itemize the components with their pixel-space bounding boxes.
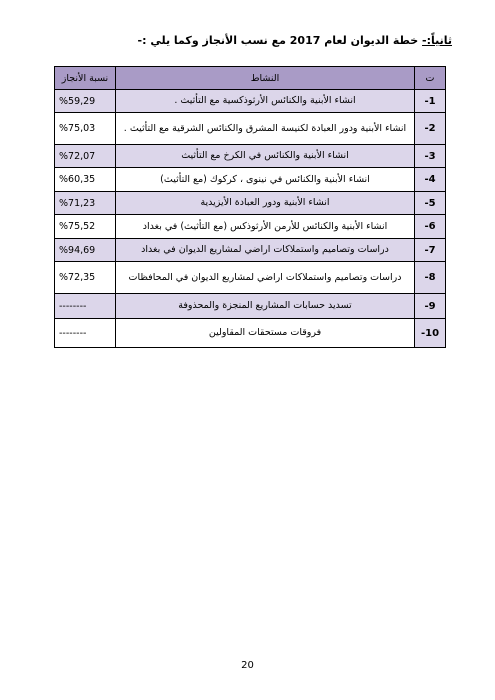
table-row: [55, 215, 446, 239]
row-percent: %60,35: [55, 168, 116, 192]
row-percent: %59,29: [55, 90, 116, 113]
row-activity: دراسات وتصاميم واستملاكات اراضي لمشاريع الديوان في بغداد: [116, 239, 415, 262]
table-row: [55, 168, 446, 192]
table-row: [55, 90, 446, 113]
table-row: [55, 113, 446, 145]
row-activity: انشاء الأبنية ودور العبادة الأيزيدية: [116, 192, 415, 215]
row-number: 10-: [415, 319, 446, 348]
row-percent: %71,23: [55, 192, 116, 215]
section-heading-label: ثانياً:-: [422, 34, 452, 47]
table-row: [55, 192, 446, 215]
row-number: 7-: [415, 239, 446, 262]
row-number: 1-: [415, 90, 446, 113]
row-percent: %94,69: [55, 239, 116, 262]
row-number: 6-: [415, 215, 446, 239]
row-activity: فروقات مستحقات المقاولين: [116, 319, 415, 348]
row-percent: %72,35: [55, 262, 116, 294]
row-number: 4-: [415, 168, 446, 192]
section-heading-text: خطة الديوان لعام 2017 مع نسب الأنجاز وكما يلي :-: [137, 34, 419, 47]
table-row: [55, 145, 446, 168]
header-activity: النشاط: [116, 67, 415, 90]
row-activity: انشاء الأبنية ودور العبادة لكنيسة المشرق والكنائس الشرقية مع التأثيث .: [116, 113, 415, 145]
table-header-row: [55, 67, 446, 90]
row-number: 9-: [415, 294, 446, 319]
header-number: ت: [415, 67, 446, 90]
row-percent: %75,03: [55, 113, 116, 145]
table-row: [55, 319, 446, 348]
plan-table: [54, 66, 446, 348]
row-percent: %72,07: [55, 145, 116, 168]
page-number: 20: [241, 660, 254, 671]
row-percent: %75,52: [55, 215, 116, 239]
row-percent: --------: [55, 319, 116, 348]
table-row: [55, 262, 446, 294]
row-number: 8-: [415, 262, 446, 294]
row-percent: --------: [55, 294, 116, 319]
row-activity: انشاء الأبنية والكنائس في نينوى ، كركوك (مع التأثيث): [116, 168, 415, 192]
header-percent: نسبة الأنجاز: [55, 67, 116, 90]
section-heading: [32, 34, 452, 47]
row-activity: انشاء الأبنية والكنائس الأرثوذكسية مع التأثيث .: [116, 90, 415, 113]
table-row: [55, 294, 446, 319]
row-activity: دراسات وتصاميم واستملاكات اراضي لمشاريع الديوان في المحافظات: [116, 262, 415, 294]
row-number: 5-: [415, 192, 446, 215]
row-activity: انشاء الأبنية والكنائس في الكرخ مع التأثيث: [116, 145, 415, 168]
row-activity: انشاء الأبنية والكنائس للأرمن الأرثوذكس (مع التأثيث) في بغداد: [116, 215, 415, 239]
table-row: [55, 239, 446, 262]
row-number: 2-: [415, 113, 446, 145]
row-number: 3-: [415, 145, 446, 168]
row-activity: تسديد حسابات المشاريع المنجزة والمحذوفة: [116, 294, 415, 319]
